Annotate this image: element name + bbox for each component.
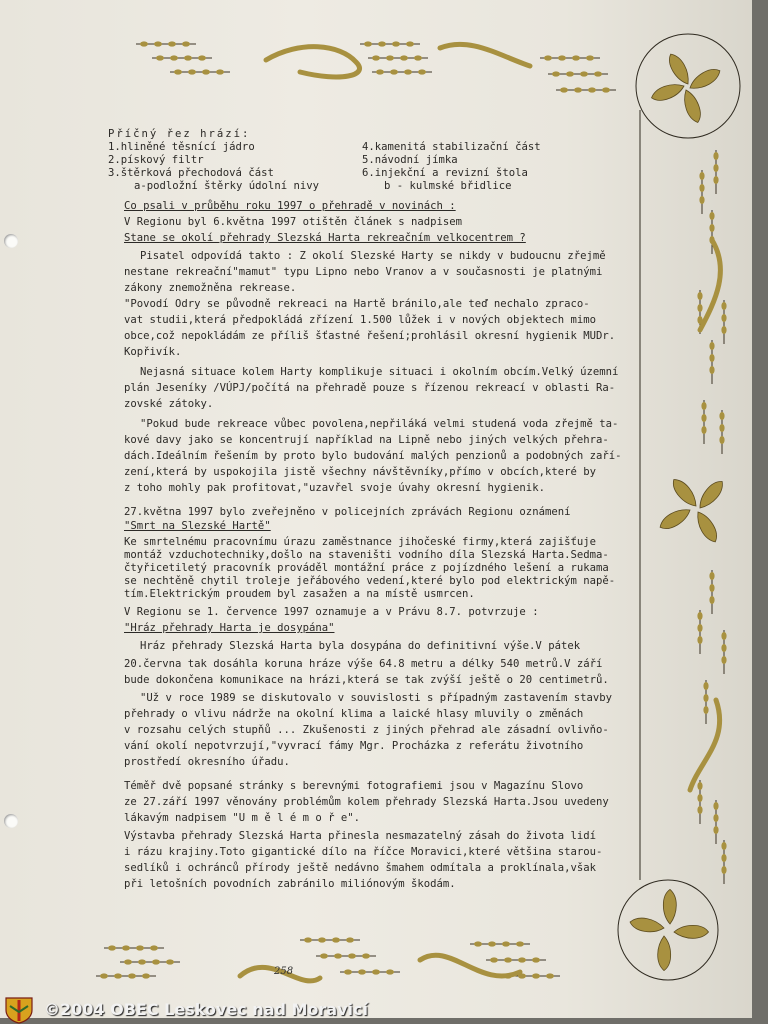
text-line: dách.Ideálním řešením by proto bylo budování malých penzionů a podobných zaří- [124,450,622,462]
text-line: V Regionu se 1. července 1997 oznamuje a v Právu 8.7. potvrzuje : [124,606,539,618]
text-line: lákavým nadpisem "U m ě l é m o ř e". [124,812,360,824]
text-line: montáž vzduchotechniky,došlo na staveništi vodního díla Slezská Harta.Sedma- [124,549,609,561]
coat-of-arms-icon [2,996,36,1024]
text-line: Téměř dvě popsané stránky s berevnými fotografiemi jsou v Magazínu Slovo [124,780,584,792]
legend-item: 2.pískový filtr [108,154,204,166]
copyright-text: ©2004 OBEC Leskovec nad Moravicí [44,1000,368,1019]
text-line: obce,což nepokládám ze příliš šťastné řešení;prohlásil okresní hygienik MUDr. [124,330,616,342]
legend-item: a-podložní štěrky údolní nivy [134,180,319,192]
text-line: "Smrt na Slezské Hartě" [124,520,271,532]
legend-item: b - kulmské břidlice [384,180,512,192]
text-line: "Povodí Odry se původně rekreaci na Hartě bránilo,ale teď nechalo zpraco- [124,298,590,310]
legend-item: 6.injekční a revizní štola [362,167,528,179]
text-line: čtyřicetiletý pracovník prováděl montážní práce z pojízdného lešení a rukama [124,562,609,574]
text-line: vat studii,která předpokládá zřízení 1.500 lůžek i v nových objektech mimo [124,314,596,326]
legend-item: 3.štěrková přechodová část [108,167,274,179]
text-line: "Už v roce 1989 se diskutovalo v souvislosti s případným zastavením stavby [140,692,612,704]
text-line: "Pokud bude rekreace vůbec povolena,nepřiláká velmi studená voda zřejmě ta- [140,418,619,430]
text-line: plán Jeseníky /VÚPJ/počítá na přehradě pouze s řízenou rekreací v oblasti Ra- [124,382,616,394]
legend-item: 1.hliněné těsnící jádro [108,141,255,153]
footer-bar [0,996,768,1024]
legend-item: 5.návodní jímka [362,154,458,166]
text-line: V Regionu byl 6.května 1997 otištěn článek s nadpisem [124,216,463,228]
text-line: kové davy jako se koncentrují například na Lipně nebo jiných velkých přehra- [124,434,609,446]
text-line: sedlíků i ochránců přírody ještě nedávno šmahem odmítala a proklínala,však [124,862,596,874]
text-line: z toho mohly pak profitovat,"uzavřel svoje úvahy okresní hygienik. [124,482,545,494]
text-line: v rozsahu celých stupňů ... Zkušenosti z jiných přehrad ale zásadní ovlivňo- [124,724,609,736]
text-line: Pisatel odpovídá takto : Z okolí Slezské Harty se nikdy v budoucnu zřejmě [140,250,606,262]
text-line: bude dokončena komunikace na hrázi,která se tak zvýší ještě o 20 centimetrů. [124,674,609,686]
text-line: "Hráz přehrady Harta je dosypána" [124,622,335,634]
text-line: 27.května 1997 bylo zveřejněno v policejních zprávách Regionu oznámení [124,506,571,518]
text-line: Co psali v průběhu roku 1997 o přehradě v novinách : [124,200,456,212]
text-line: vání okolí nepotvrzují,"vyvrací fámy Mgr. Procházka z referátu životního [124,740,584,752]
text-line: i rázu krajiny.Toto gigantické dílo na říčce Moravici,které většina starou- [124,846,603,858]
page-number: 258 [274,966,294,977]
text-line: Stane se okolí přehrady Slezská Harta rekreačním velkocentrem ? [124,232,526,244]
text-line: zovské zátoky. [124,398,214,410]
text-line: Kopřivík. [124,346,182,358]
text-line: ze 27.září 1997 věnovány problémům kolem přehrady Slezská Harta.Jsou uvedeny [124,796,609,808]
text-line: přehrady o vlivu nádrže na okolní klima a laické hlasy mluvily o změnách [124,708,584,720]
text-line: tím.Elektrickým proudem byl zasažen a na místě usmrcen. [124,588,475,600]
section-heading: Příčný řez hrází: [108,128,251,140]
text-line: prostředí okresního úřadu. [124,756,290,768]
text-line: Nejasná situace kolem Harty komplikuje situaci i okolním obcím.Velký územní [140,366,619,378]
text-line: při letošních povodních zabránilo miliónovým škodám. [124,878,456,890]
text-line: se nechtěně chytil troleje jeřábového vedení,které bylo pod elektrickým napě- [124,575,616,587]
legend-item: 4.kamenitá stabilizační část [362,141,541,153]
text-line: Výstavba přehrady Slezská Harta přinesla nesmazatelný zásah do života lidí [124,830,596,842]
text-line: zení,která by uspokojila jistě všechny návštěvníky,přímo v obcích,které by [124,466,596,478]
text-line: Ke smrtelnému pracovnímu úrazu zaměstnance jihočeské firmy,která zajišťuje [124,536,596,548]
text-line: zákony znemožněna rekrease. [124,282,297,294]
text-line: nestane rekreační"mamut" typu Lipno nebo Vranov a v současnosti je platnými [124,266,603,278]
text-line: 20.června tak dosáhla koruna hráze výše 64.8 metru a délky 540 metrů.V září [124,658,603,670]
text-line: Hráz přehrady Slezská Harta byla dosypána do definitivní výše.V pátek [140,640,581,652]
